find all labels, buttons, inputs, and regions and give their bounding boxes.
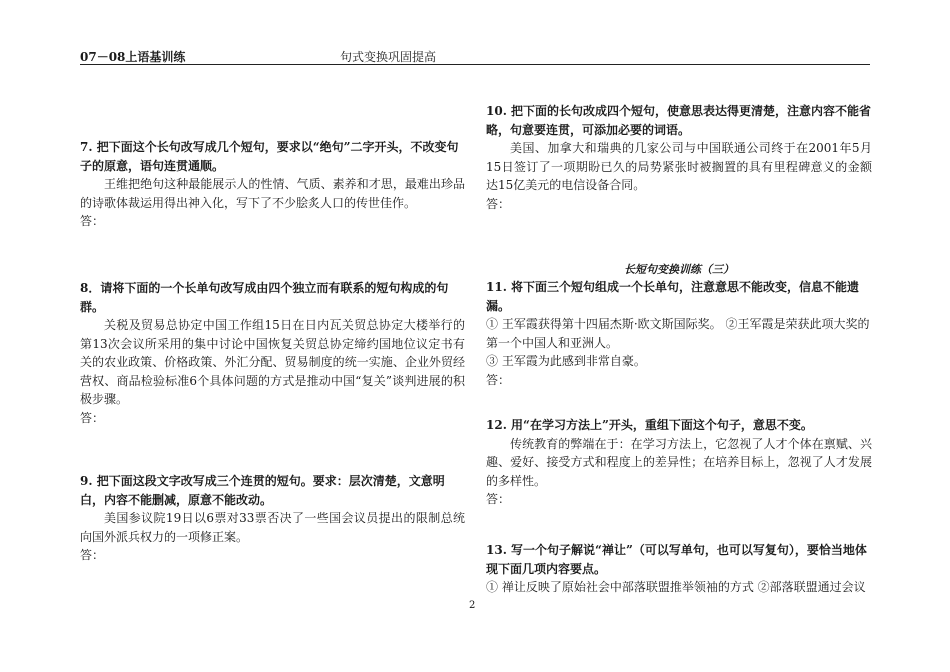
question-9-text: 美国参议院19日以6票对33票否决了一些国会议员提出的限制总统向国外派兵权力的一项修正案。 xyxy=(80,511,465,544)
question-10 xyxy=(486,102,872,213)
question-11-line-2: ③ 王军霞为此感到非常自豪。 xyxy=(486,354,646,368)
question-9-answer-label: 答： xyxy=(80,548,105,562)
question-9 xyxy=(80,472,465,565)
question-13-line-1: ① 禅让反映了原始社会中部落联盟推举领袖的方式 ②部落联盟通过会议 xyxy=(486,580,866,594)
question-8-text: 关税及贸易总协定中国工作组15日在日内瓦关贸总协定大楼举行的第13次会议所采用的集中讨论中国恢复关贸总协定缔约国地位议定书有关的农业政策、价格政策、外汇分配、贸易制度的统一实施、企业外贸经营权、商品检验标准6个具体问题的方式是推动中国“复关”谈判进展的积极步骤。 xyxy=(80,318,465,406)
question-10-answer-label: 答： xyxy=(486,196,511,211)
question-9-prompt: 9. 把下面这段文字改写成三个连贯的短句。要求：层次清楚，文意明白，内容不能删减，原意不能改动。 xyxy=(80,474,445,507)
section-heading xyxy=(486,262,872,278)
question-7 xyxy=(80,138,465,231)
question-8-prompt: 8．请将下面的一个长单句改写成由四个独立而有联系的短句构成的句群。 xyxy=(80,281,449,314)
header-topic-title: 句式变换巩固提高 xyxy=(340,50,437,64)
question-11 xyxy=(486,278,872,389)
question-12-answer-label: 答： xyxy=(486,492,511,506)
question-11-line-1: ① 王军霞获得第十四届杰斯·欧文斯国际奖。 ②王军霞是荣获此项大奖的第一个中国人和亚洲人。 xyxy=(486,317,870,350)
question-12-prompt: 12. 用“在学习方法上”开头，重组下面这个句子，意思不变。 xyxy=(486,418,813,432)
question-8-answer-label: 答： xyxy=(80,410,105,425)
question-10-text: 美国、加拿大和瑞典的几家公司与中国联通公司终于在2001年5月15日签订了一项期盼已久的局势紧张时被搁置的具有里程碑意义的金额达15亿美元的电信设备合同。 xyxy=(486,141,872,192)
page-header xyxy=(80,48,870,68)
question-7-text: 王维把绝句这种最能展示人的性情、气质、素养和才思，最难出珍品的诗歌体裁运用得出神入化，写下了不少脍炙人口的传世佳作。 xyxy=(80,177,465,210)
question-7-answer-label: 答： xyxy=(80,214,105,228)
header-course-title: 07－08上语基训练 xyxy=(80,50,186,64)
question-11-prompt: 11. 将下面三个短句组成一个长单句，注意意思不能改变，信息不能遗漏。 xyxy=(486,280,860,313)
question-10-prompt: 10. 把下面的长句改成四个短句，使意思表达得更清楚，注意内容不能省略，句意要连贯，可添加必要的词语。 xyxy=(486,104,872,137)
question-12-text: 传统教育的弊端在于：在学习方法上，它忽视了人才个体在禀赋、兴趣、爱好、接受方式和程度上的差异性；在培养目标上，忽视了人才发展的多样性。 xyxy=(486,436,872,488)
section-title: 长短句变换训练（三） xyxy=(624,263,734,276)
question-12 xyxy=(486,416,872,509)
question-13-prompt: 13. 写一个句子解说“禅让”（可以写单句，也可以写复句），要恰当地体现下面几项内容要点。 xyxy=(486,543,867,576)
question-8 xyxy=(80,279,465,427)
question-11-answer-label: 答： xyxy=(486,372,511,387)
page-number: 2 xyxy=(469,600,476,611)
question-13 xyxy=(486,541,872,597)
question-7-prompt: 7. 把下面这个长句改写成几个短句，要求以“绝句”二字开头，不改变句子的原意，语句连贯通顺。 xyxy=(80,140,459,173)
header-divider xyxy=(80,64,870,65)
